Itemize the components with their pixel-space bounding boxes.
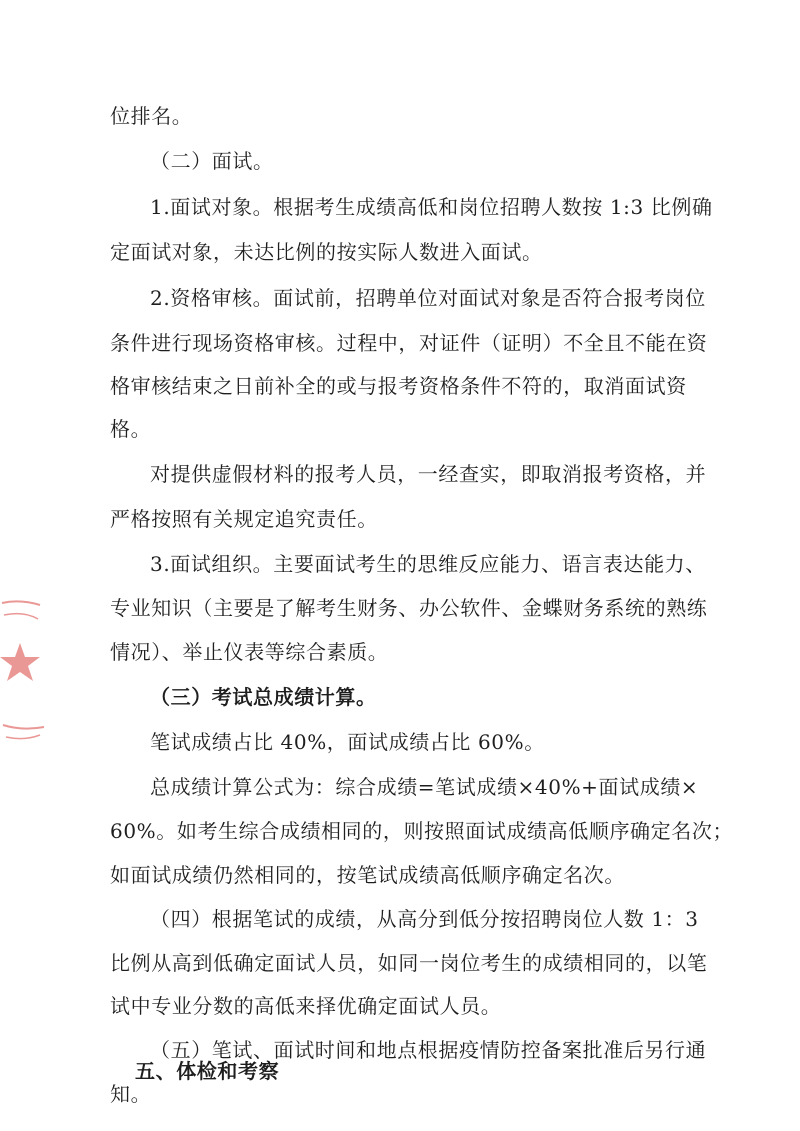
paragraph-line: 条件进行现场资格审核。过程中，对证件（证明）不全且不能在资: [110, 331, 708, 355]
star-icon: [0, 643, 40, 681]
paragraph-line: 严格按照有关规定追究责任。: [110, 507, 378, 531]
paragraph-line: 情况）、举止仪表等综合素质。: [110, 640, 389, 664]
paragraph-line: 总成绩计算公式为：综合成绩=笔试成绩×40%+面试成绩×: [150, 775, 699, 799]
seal-stamp-fragment: [0, 595, 60, 745]
paragraph-line: 定面试对象，未达比例的按实际人数进入面试。: [110, 240, 543, 264]
section-heading-medical-exam: 五、体检和考察: [135, 1059, 280, 1083]
paragraph-line: 3.面试组织。主要面试考生的思维反应能力、语言表达能力、: [150, 552, 706, 576]
section-heading-interview: （二）面试。: [150, 149, 274, 173]
paragraph-line: 笔试成绩占比 40%，面试成绩占比 60%。: [150, 730, 545, 754]
paragraph-line: 知。: [110, 1082, 152, 1106]
paragraph-line: 格审核结束之日前补全的或与报考资格条件不符的，取消面试资: [110, 374, 687, 398]
paragraph-line: 60%。如考生综合成绩相同的，则按照面试成绩高低顺序确定名次；: [110, 819, 734, 843]
paragraph-line: 对提供虚假材料的报考人员，一经查实，即取消报考资格，并: [150, 462, 707, 486]
paragraph-line: 1.面试对象。根据考生成绩高低和岗位招聘人数按 1:3 比例确: [150, 195, 713, 219]
paragraph-line: 位排名。: [110, 104, 193, 128]
paragraph-line: 格。: [110, 417, 152, 441]
paragraph-line: 专业知识（主要是了解考生财务、办公软件、金蝶财务系统的熟练: [110, 596, 708, 620]
paragraph-line: （四）根据笔试的成绩，从高分到低分按招聘岗位人数 1：3: [150, 907, 699, 931]
paragraph-line: 2.资格审核。面试前，招聘单位对面试对象是否符合报考岗位: [150, 286, 706, 310]
paragraph-line: 如面试成绩仍然相同的，按笔试成绩高低顺序确定名次。: [110, 863, 625, 887]
section-heading-total-score: （三）考试总成绩计算。: [150, 685, 377, 709]
paragraph-line: 试中专业分数的高低来择优确定面试人员。: [110, 994, 502, 1018]
paragraph-line: 比例从高到低确定面试人员，如同一岗位考生的成绩相同的，以笔: [110, 951, 708, 975]
paragraph-line: （五）笔试、面试时间和地点根据疫情防控备案批准后另行通: [150, 1038, 707, 1062]
